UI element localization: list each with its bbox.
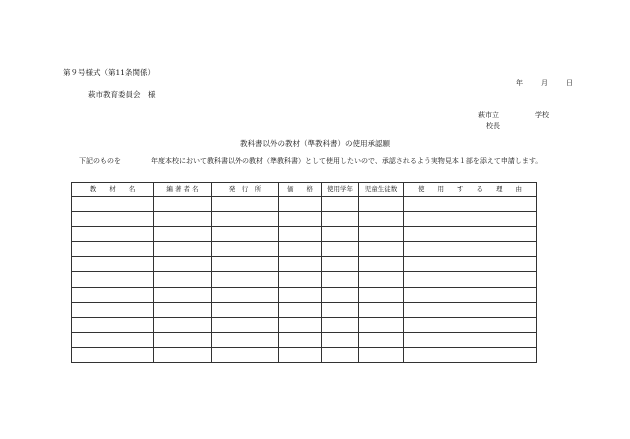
- form-number: 第９号様式（第11条関係）: [63, 68, 156, 77]
- table-cell[interactable]: [212, 227, 279, 242]
- table-cell[interactable]: [72, 257, 154, 272]
- table-row: [72, 317, 537, 332]
- table-cell[interactable]: [212, 347, 279, 362]
- table-cell[interactable]: [154, 272, 212, 287]
- principal-label: 校長: [486, 122, 500, 130]
- table-cell[interactable]: [154, 302, 212, 317]
- table-row: [72, 257, 537, 272]
- date-line: [516, 80, 573, 87]
- table-cell[interactable]: [154, 227, 212, 242]
- table-cell[interactable]: [404, 197, 537, 212]
- request-body-part1: 下記のものを: [79, 157, 121, 165]
- column-header: 価 格: [279, 183, 322, 197]
- table-cell[interactable]: [359, 347, 404, 362]
- table-cell[interactable]: [212, 272, 279, 287]
- table-cell[interactable]: [359, 287, 404, 302]
- table-row: [72, 227, 537, 242]
- request-body: [71, 157, 601, 166]
- table-cell[interactable]: [212, 317, 279, 332]
- table-cell[interactable]: [279, 317, 322, 332]
- table-cell[interactable]: [154, 197, 212, 212]
- table-cell[interactable]: [154, 317, 212, 332]
- school-label: 学校: [535, 111, 549, 119]
- table-cell[interactable]: [322, 257, 359, 272]
- table-cell[interactable]: [72, 332, 154, 347]
- column-header: 使 用 す る 理 由: [404, 183, 537, 197]
- table-cell[interactable]: [212, 302, 279, 317]
- request-body-part2: 年度本校において教科書以外の教材（準教科書）として使用したいので、承認されるよう実物見本１部を添えて申請します。: [151, 157, 543, 165]
- table-cell[interactable]: [72, 302, 154, 317]
- table-cell[interactable]: [322, 332, 359, 347]
- table-cell[interactable]: [154, 347, 212, 362]
- materials-table: [71, 182, 537, 363]
- table-cell[interactable]: [404, 227, 537, 242]
- table-body: [72, 197, 537, 363]
- table-cell[interactable]: [154, 332, 212, 347]
- table-cell[interactable]: [359, 257, 404, 272]
- table-row: [72, 242, 537, 257]
- date-day-label: 日: [566, 79, 573, 87]
- table-cell[interactable]: [404, 212, 537, 227]
- table-cell[interactable]: [322, 197, 359, 212]
- table-cell[interactable]: [212, 287, 279, 302]
- date-year-label: 年: [516, 79, 523, 87]
- table-cell[interactable]: [359, 302, 404, 317]
- table-row: [72, 212, 537, 227]
- table-cell[interactable]: [322, 242, 359, 257]
- table-row: [72, 302, 537, 317]
- school-city-label: 萩市立: [478, 111, 499, 119]
- table-cell[interactable]: [154, 287, 212, 302]
- table-cell[interactable]: [322, 227, 359, 242]
- table-cell[interactable]: [404, 272, 537, 287]
- column-header: 発 行 所: [212, 183, 279, 197]
- addressee: 萩市教育委員会 様: [88, 90, 156, 99]
- table-cell[interactable]: [154, 212, 212, 227]
- table-row: [72, 197, 537, 212]
- table-cell[interactable]: [359, 197, 404, 212]
- column-header: 教 材 名: [72, 183, 154, 197]
- table-cell[interactable]: [72, 242, 154, 257]
- table-cell[interactable]: [404, 242, 537, 257]
- table-cell[interactable]: [279, 242, 322, 257]
- table-cell[interactable]: [212, 257, 279, 272]
- table-cell[interactable]: [72, 272, 154, 287]
- school-line: [478, 112, 549, 119]
- table-cell[interactable]: [322, 287, 359, 302]
- table-cell[interactable]: [359, 242, 404, 257]
- table-cell[interactable]: [279, 212, 322, 227]
- table-cell[interactable]: [359, 317, 404, 332]
- table-cell[interactable]: [322, 302, 359, 317]
- table-cell[interactable]: [359, 227, 404, 242]
- column-header: 使用学年: [322, 183, 359, 197]
- table-cell[interactable]: [279, 257, 322, 272]
- table-cell[interactable]: [279, 302, 322, 317]
- table-cell[interactable]: [279, 332, 322, 347]
- table-cell[interactable]: [322, 317, 359, 332]
- table-cell[interactable]: [404, 287, 537, 302]
- table-cell[interactable]: [154, 257, 212, 272]
- table-cell[interactable]: [279, 272, 322, 287]
- table-cell[interactable]: [322, 347, 359, 362]
- table-cell[interactable]: [359, 212, 404, 227]
- table-row: [72, 287, 537, 302]
- table-row: [72, 347, 537, 362]
- date-month-label: 月: [541, 79, 548, 87]
- table-cell[interactable]: [404, 257, 537, 272]
- table-header-row: [72, 183, 537, 197]
- table-cell[interactable]: [404, 347, 537, 362]
- table-cell[interactable]: [72, 197, 154, 212]
- table-cell[interactable]: [72, 227, 154, 242]
- table-cell[interactable]: [72, 287, 154, 302]
- table-cell[interactable]: [279, 347, 322, 362]
- table-cell[interactable]: [72, 212, 154, 227]
- table-cell[interactable]: [359, 332, 404, 347]
- table-cell[interactable]: [279, 197, 322, 212]
- table-row: [72, 272, 537, 287]
- table-cell[interactable]: [212, 212, 279, 227]
- table-cell[interactable]: [212, 332, 279, 347]
- table-cell[interactable]: [404, 317, 537, 332]
- column-header: 編 著 者 名: [154, 183, 212, 197]
- table-cell[interactable]: [404, 302, 537, 317]
- table-cell[interactable]: [72, 317, 154, 332]
- table-cell[interactable]: [359, 272, 404, 287]
- table-cell[interactable]: [72, 347, 154, 362]
- table-row: [72, 332, 537, 347]
- document-title: 教科書以外の教材（準教科書）の使用承認願: [240, 139, 390, 148]
- column-header: 児童生徒数: [359, 183, 404, 197]
- table-cell[interactable]: [212, 197, 279, 212]
- table-cell[interactable]: [154, 242, 212, 257]
- table-cell[interactable]: [212, 242, 279, 257]
- table-cell[interactable]: [279, 287, 322, 302]
- table-cell[interactable]: [322, 272, 359, 287]
- table-cell[interactable]: [279, 227, 322, 242]
- table-cell[interactable]: [322, 212, 359, 227]
- table-cell[interactable]: [404, 332, 537, 347]
